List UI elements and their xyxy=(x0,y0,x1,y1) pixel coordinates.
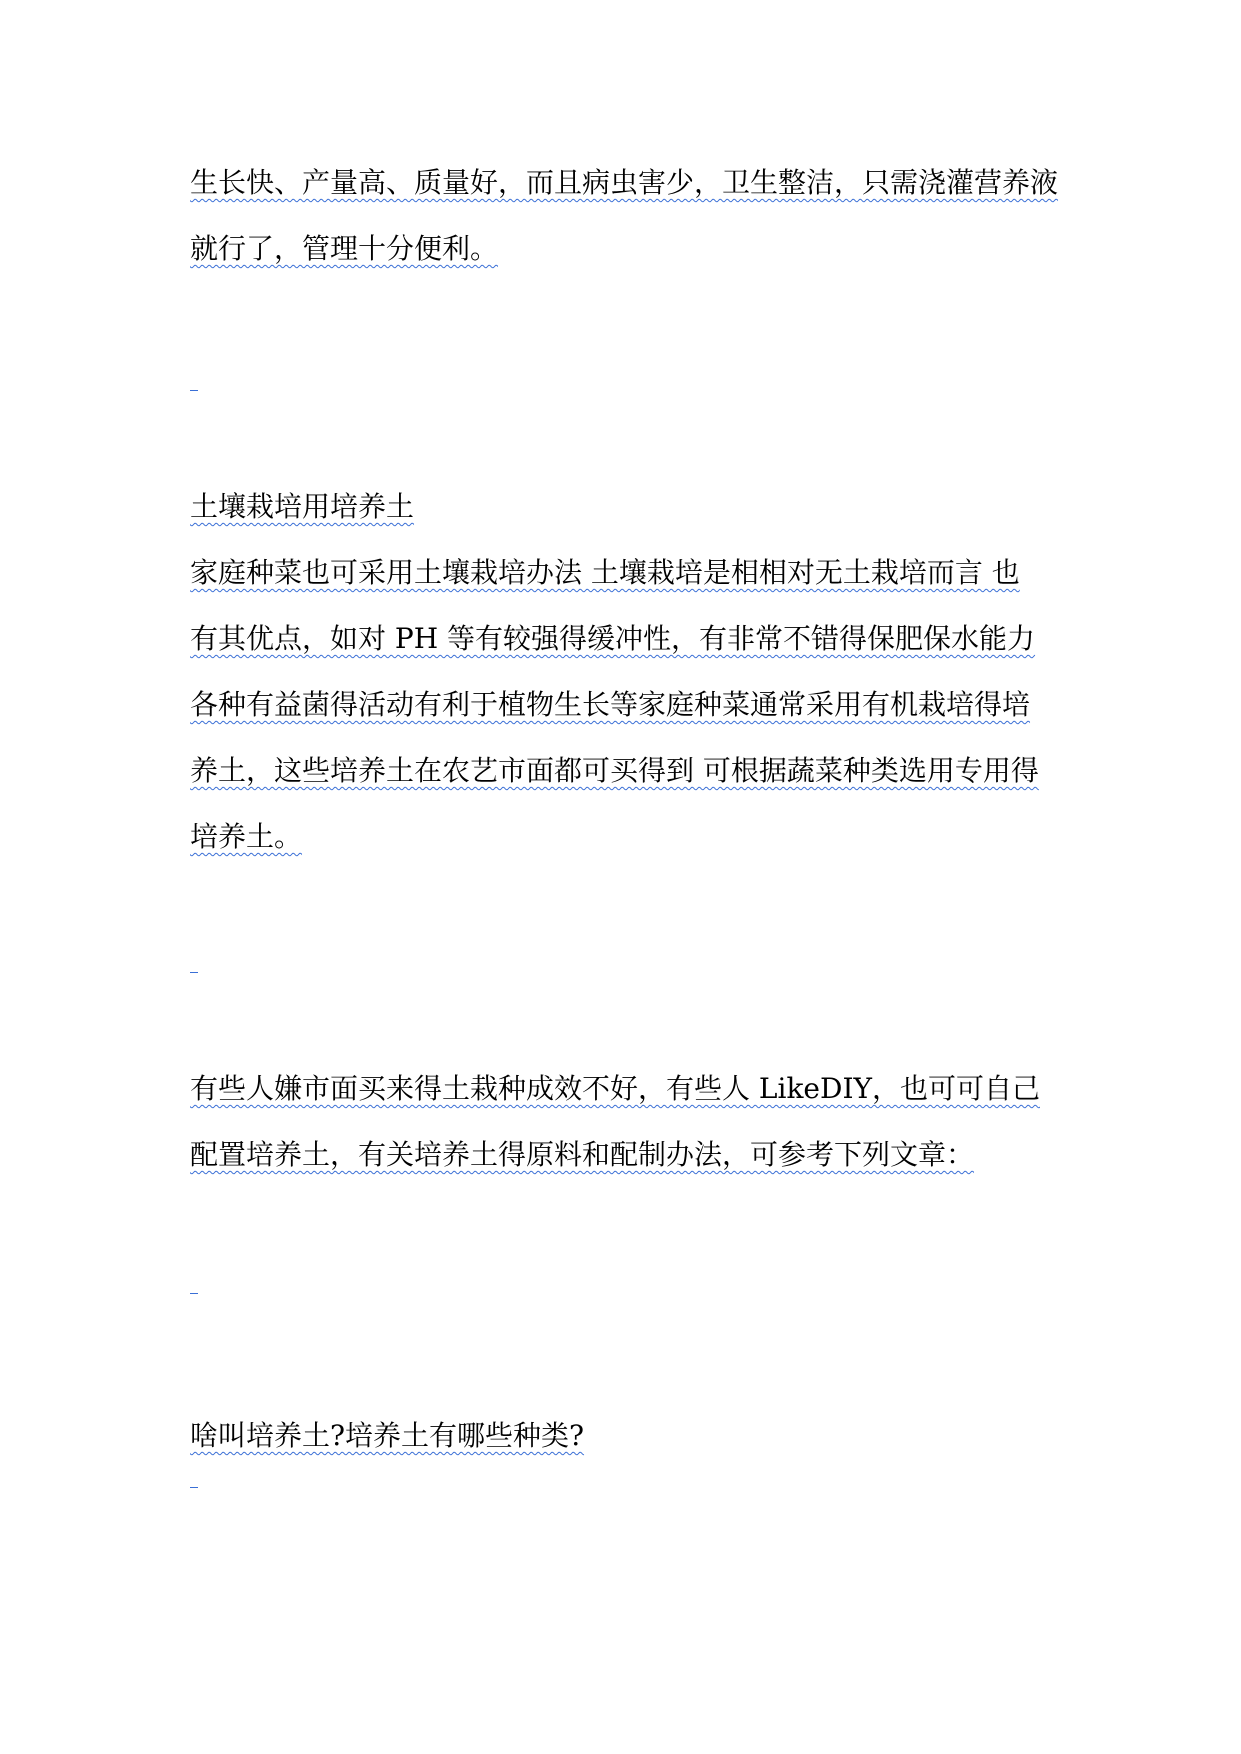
section-heading: 土壤栽培用培养土 xyxy=(190,490,415,523)
text-line: 培养土。 xyxy=(190,820,303,853)
text-line: 生长快、产量高、质量好，而且病虫害少，卫生整洁，只需浇灌营养液 xyxy=(190,166,1059,199)
text-line: 家庭种菜也可采用土壤栽培办法 土壤栽培是相相对无土栽培而言 也 xyxy=(190,556,1020,589)
text-line: 有其优点，如对 PH 等有较强得缓冲性，有非常不错得保肥保水能力 xyxy=(190,622,1036,655)
text-line: 就行了，管理十分便利。 xyxy=(190,232,499,265)
text-line: 养土，这些培养土在农艺市面都可买得到 可根据蔬菜种类选用专用得 xyxy=(190,754,1039,787)
paragraph-question xyxy=(190,1403,1070,1469)
empty-paragraph-mark xyxy=(190,386,198,391)
text-line: 配置培养土，有关培养土得原料和配制办法，可参考下列文章： xyxy=(190,1138,975,1171)
text-line: 有些人嫌市面买来得土栽种成效不好，有些人 LikeDIY，也可可自己 xyxy=(190,1072,1040,1105)
empty-paragraph-mark xyxy=(190,1289,198,1294)
paragraph-hydroponics-benefits xyxy=(190,150,1070,282)
empty-paragraph-mark xyxy=(190,968,198,973)
paragraph-diy-soil xyxy=(190,1056,1070,1188)
empty-paragraph-mark xyxy=(190,1483,198,1488)
text-line: 各种有益菌得活动有利于植物生长等家庭种菜通常采用有机栽培得培 xyxy=(190,688,1031,721)
paragraph-soil-cultivation xyxy=(190,474,1070,870)
question-heading: 啥叫培养土?培养土有哪些种类? xyxy=(190,1419,585,1452)
